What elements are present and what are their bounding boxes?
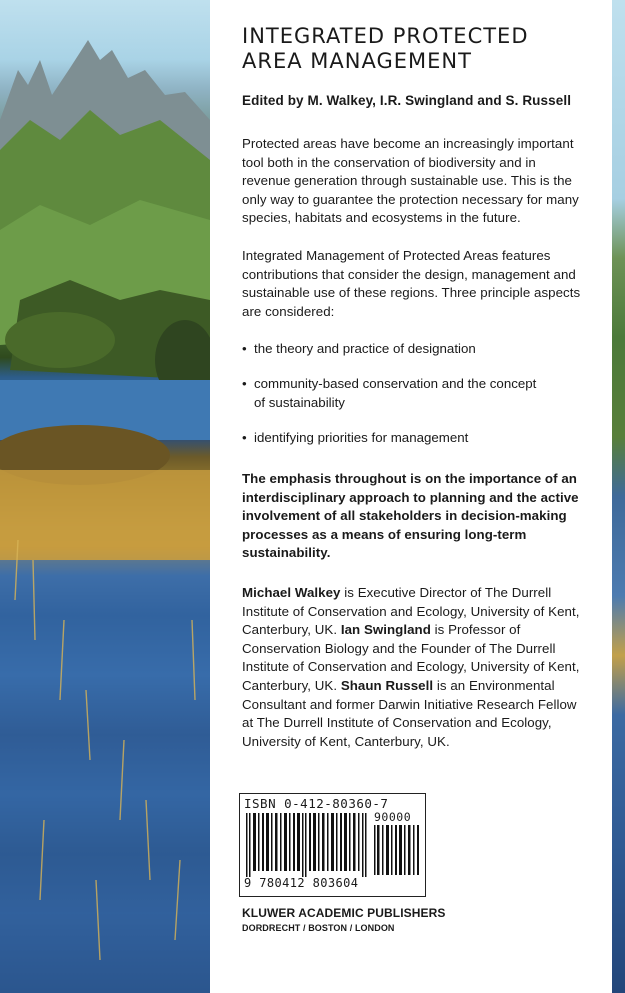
author-bios xyxy=(242,584,587,751)
title-line-1: INTEGRATED PROTECTED xyxy=(242,24,529,48)
mountain-lake-illustration xyxy=(0,0,210,993)
bullet-text-continued: of sustainability xyxy=(254,394,345,410)
isbn-barcode xyxy=(239,793,426,897)
ean-digits: 9 780412 803604 xyxy=(244,876,359,890)
title-line-2: AREA MANAGEMENT xyxy=(242,49,472,73)
bullet-text: the theory and practice of designation xyxy=(254,341,476,356)
author-name: Michael Walkey xyxy=(242,585,341,600)
author-bio-text: is Executive Director of The Durrell Institute of Conservation and Ecology, University of Kent, Canterbury, UK. xyxy=(242,585,580,638)
emphasis-paragraph: The emphasis throughout is on the importance of an interdisciplinary approach to planning and the active involvement of all stakeholders in decision-making processes as a means of ensuring long-term sustainability. xyxy=(242,471,579,561)
description-paragraph-2: Integrated Management of Protected Areas features contributions that consider the design, management and sustainable use of these regions. Three principle aspects are considered: xyxy=(242,248,581,319)
isbn-number: ISBN 0-412-80360-7 xyxy=(244,796,389,811)
cover-photo-landscape xyxy=(0,0,210,993)
list-item xyxy=(242,429,587,448)
author-bio-text: is an Environmental Consultant and former Darwin Initiative Research Fellow at The Durrell Institute of Conservation and Ecology, University of Kent, Canterbury, UK. xyxy=(242,677,577,749)
bullet-icon: • xyxy=(242,341,247,356)
bullet-icon: • xyxy=(242,376,247,391)
cover-photo-edge xyxy=(612,0,625,993)
bullet-icon: • xyxy=(242,430,247,445)
list-item xyxy=(242,340,587,359)
author-name: Shaun Russell xyxy=(340,677,434,693)
editors-line: Edited by M. Walkey, I.R. Swingland and S. Russell xyxy=(242,93,572,108)
bullet-text: identifying priorities for management xyxy=(254,430,469,445)
description-paragraph-1: Protected areas have become an increasingly important tool both in the conservation of biodiversity and in revenue generation through sustainable use. This is the only way to guarantee the protection necessary for many species, habitats and ecosystems in the future. xyxy=(242,136,579,226)
author-name: Ian Swingland xyxy=(340,622,431,638)
author-bio-text: is Professor of Conservation Biology and the Founder of The Durrell Institute of Conservation and Ecology, University of Kent, Canterbury, UK. xyxy=(242,622,580,693)
ean-barcode-bars xyxy=(244,813,370,877)
book-title xyxy=(242,24,529,74)
list-item xyxy=(242,375,587,412)
publisher-name: KLUWER ACADEMIC PUBLISHERS xyxy=(242,906,446,920)
bullet-text: community-based conservation and the concept xyxy=(254,376,537,391)
publisher-locations: DORDRECHT / BOSTON / LONDON xyxy=(242,923,395,933)
price-code: 90000 xyxy=(374,810,412,824)
addon-barcode-bars xyxy=(373,825,421,875)
